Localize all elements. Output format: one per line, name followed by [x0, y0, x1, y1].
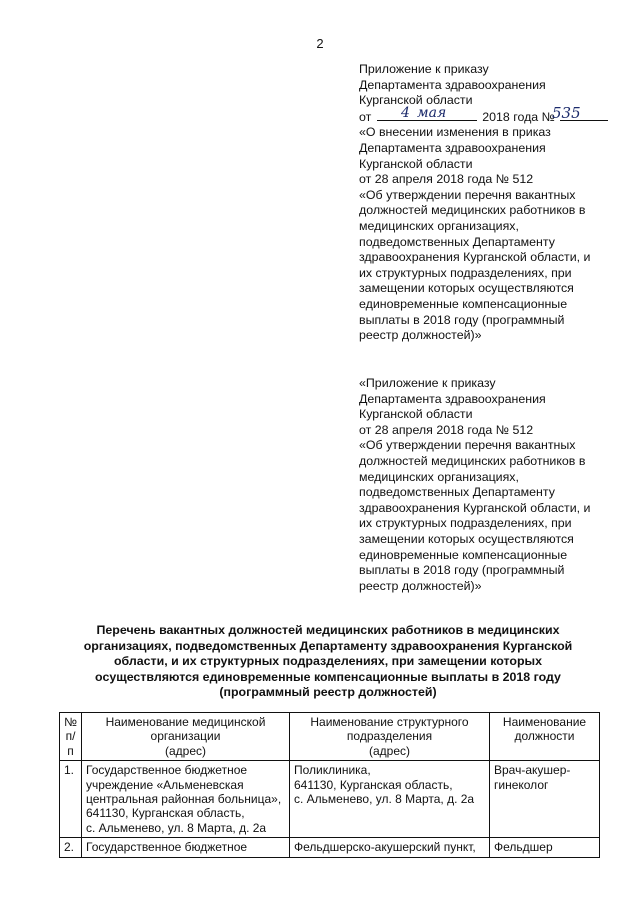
appendix-line: Курганской области: [359, 156, 473, 171]
appendix-line: медицинских организациях,: [359, 218, 519, 233]
handwritten-month: мая: [417, 104, 447, 121]
header-text: подразделения: [346, 729, 433, 744]
header-subdivision: [290, 713, 490, 761]
title-line: Перечень вакантных должностей медицинских работников в медицинских: [96, 623, 560, 637]
header-number: [60, 713, 82, 761]
cell-line: 641130, Курганская область,: [86, 806, 245, 821]
appendix-line: от 28 апреля 2018 года № 512: [359, 422, 534, 437]
header-text: организации: [150, 729, 221, 744]
appendix-line: единовременные компенсационные: [359, 547, 568, 562]
position-cell: [490, 838, 600, 857]
header-text: Наименование структурного: [310, 715, 469, 729]
row-number: 2.: [60, 838, 82, 857]
cell-line: Фельдшерско-акушерский пункт,: [294, 840, 476, 855]
positions-table: [59, 712, 600, 858]
handwritten-day: 4: [401, 104, 410, 121]
table-row: [60, 838, 600, 857]
row-number: 1.: [60, 761, 82, 838]
header-text: (адрес): [368, 743, 410, 758]
appendix-line: «Приложение к приказу: [359, 376, 496, 390]
title-line: (программный реестр должностей): [219, 685, 437, 700]
header-position: [490, 713, 600, 761]
appendix-line: Департамента здравоохранения: [359, 77, 546, 92]
appendix-line: Департамента здравоохранения: [359, 391, 546, 406]
cell-line: центральная районная больница»,: [86, 792, 282, 807]
cell-line: Фельдшер: [494, 840, 553, 855]
appendix-line: должностей медицинских работников в: [359, 453, 586, 468]
header-text: п/п: [65, 729, 76, 758]
appendix-line: замещении которых осуществляются: [359, 281, 574, 296]
appendix-line: Курганской области: [359, 407, 473, 422]
appendix-line: их структурных подразделениях, при: [359, 516, 572, 531]
appendix-line: медицинских организациях,: [359, 469, 519, 484]
appendix-line: реестр должностей)»: [359, 578, 482, 593]
appendix-line: подведомственных Департаменту: [359, 485, 555, 500]
cell-line: Поликлиника,: [294, 763, 371, 778]
subdivision-cell: [290, 838, 490, 857]
appendix-line: реестр должностей)»: [359, 328, 482, 343]
appendix-line: замещении которых осуществляются: [359, 531, 574, 546]
subdivision-cell: [290, 761, 490, 838]
header-text: Наименование медицинской: [105, 715, 266, 729]
cell-line: 641130, Курганская область,: [294, 777, 453, 792]
organization-cell: [82, 838, 290, 857]
cell-line: Врач-акушер-: [494, 763, 571, 778]
page-number: 2: [316, 36, 324, 51]
title-line: области, и их структурных подразделениях, при замещении которых: [113, 654, 543, 669]
cell-line: гинеколог: [494, 777, 549, 792]
header-text: №: [64, 715, 77, 729]
title-line: осуществляются единовременные компенсационные выплаты в 2018 году: [95, 669, 561, 684]
appendix-line: Курганской области: [359, 93, 473, 108]
appendix-line: выплаты в 2018 году (программный: [359, 312, 565, 327]
cell-line: Государственное бюджетное: [86, 763, 248, 778]
header-text: (адрес): [164, 743, 206, 758]
header-text: Наименование: [502, 715, 587, 729]
appendix-line: Департамента здравоохранения: [359, 140, 546, 155]
appendix-current-order: [359, 62, 609, 344]
appendix-line: «Об утверждении перечня вакантных: [359, 438, 576, 453]
appendix-line: «О внесении изменения в приказ: [359, 125, 551, 140]
appendix-line: выплаты в 2018 году (программный: [359, 563, 565, 578]
appendix-line: от 28 апреля 2018 года № 512: [359, 172, 534, 187]
appendix-line: Приложение к приказу: [359, 62, 489, 76]
cell-line: Государственное бюджетное: [86, 840, 248, 855]
appendix-line: здравоохранения Курганской области, и: [359, 250, 591, 265]
position-cell: [490, 761, 600, 838]
cell-line: с. Альменево, ул. 8 Марта, д. 2а: [294, 792, 475, 807]
organization-cell: [82, 761, 290, 838]
appendix-line: единовременные компенсационные: [359, 296, 568, 311]
table-row: [60, 761, 600, 838]
appendix-line: должностей медицинских работников в: [359, 203, 586, 218]
header-organization: [82, 713, 290, 761]
date-prefix: от: [359, 109, 372, 124]
appendix-line: «Об утверждении перечня вакантных: [359, 187, 576, 202]
cell-line: учреждение «Альменевская: [86, 777, 244, 792]
appendix-line: подведомственных Департаменту: [359, 234, 555, 249]
table-header-row: [60, 713, 600, 761]
header-text: должности: [514, 729, 575, 744]
handwritten-order-number: 535: [552, 103, 581, 122]
appendix-line: их структурных подразделениях, при: [359, 265, 572, 280]
title-line: организациях, подведомственных Департаменту здравоохранения Курганской: [83, 638, 573, 653]
document-title: [78, 623, 578, 701]
appendix-previous-order: [359, 376, 609, 594]
date-suffix: 2018 года №: [482, 109, 555, 124]
cell-line: с. Альменево, ул. 8 Марта, д. 2а: [86, 820, 267, 835]
order-date-line: [359, 103, 609, 126]
appendix-line: здравоохранения Курганской области, и: [359, 500, 591, 515]
